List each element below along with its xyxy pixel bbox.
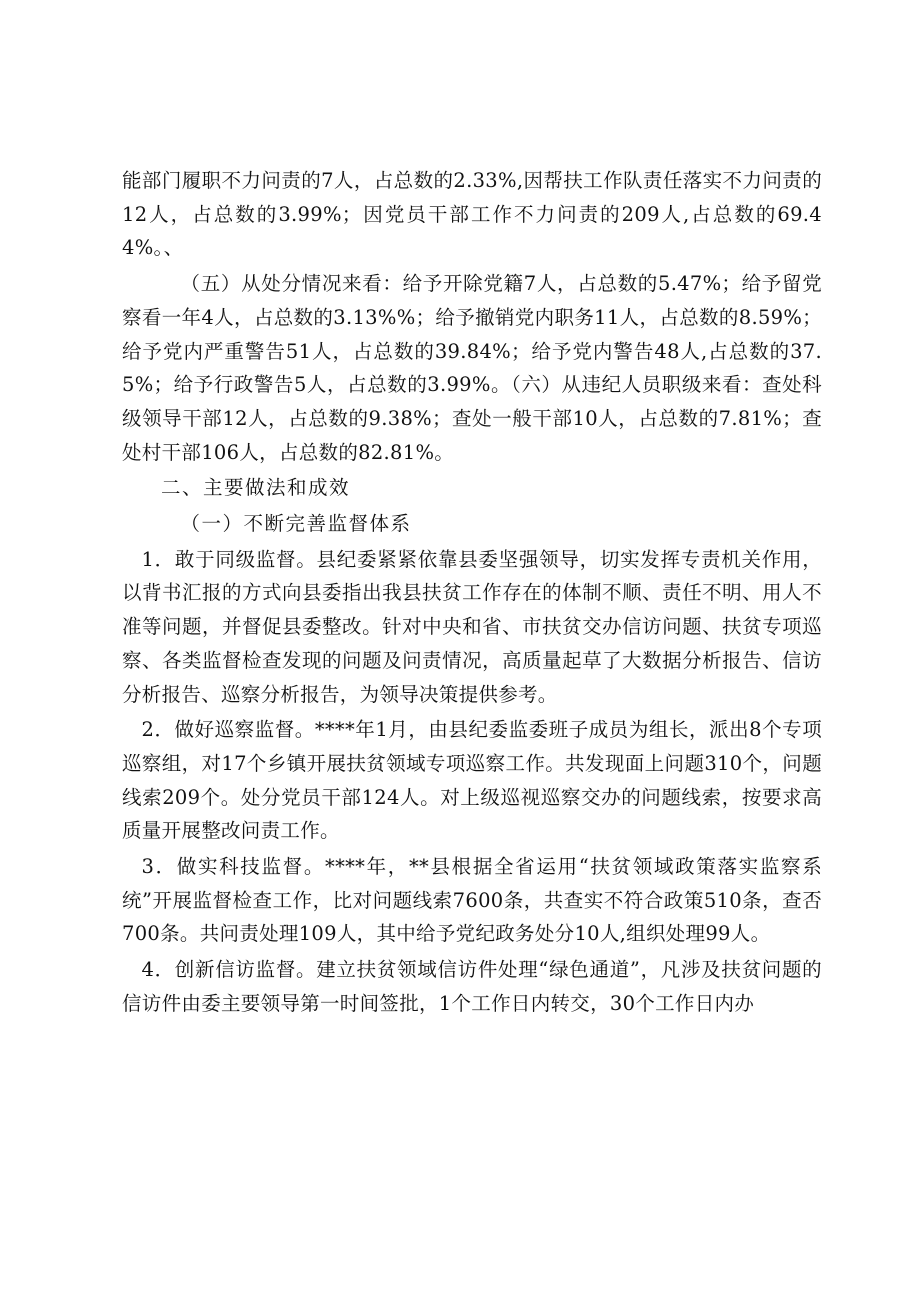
document-body — [122, 164, 822, 1023]
subsection-heading-supervision-system: （一）不断完善监督体系 — [180, 512, 412, 536]
paragraph-accountability-stats: 能部门履职不力问责的7人，占总数的2.33%,因帮扶工作队责任落实不力问责的12人，占总数的3.99%；因党员干部工作不力问责的209人,占总数的69.44%。、 — [122, 169, 822, 260]
paragraph-inspection-supervision: 2．做好巡察监督。****年1月，由县纪委监委班子成员为组长，派出8个专项巡察组，对17个乡镇开展扶贫领域专项巡察工作。共发现面上问题310个，问题线索209个。处分党员干部124人。对上级巡视巡察交办的问题线索，按要求高质量开展整改问责工作。 — [122, 718, 822, 843]
paragraph-petition-supervision: 4．创新信访监督。建立扶贫领域信访件处理“绿色通道”，凡涉及扶贫问题的信访件由委主要领导第一时间签批，1个工作日内转交，30个工作日内办 — [122, 958, 822, 1015]
paragraph-punishment-stats: （五）从处分情况来看：给予开除党籍7人，占总数的5.47%；给予留党察看一年4人，占总数的3.13%%；给予撤销党内职务11人，占总数的8.59%；给予党内严重警告51人，占总数的39.84%；给予党内警告48人,占总数的37.5%；给予行政警告5人，占总数的3.99%。（六）从违纪人员职级来看：查处科级领导干部12人，占总数的9.38%；查处一般干部10人，占总数的7.81%；查处村干部106人，占总数的82.81%。 — [122, 272, 822, 464]
paragraph-tech-supervision: 3．做实科技监督。****年，**县根据全省运用“扶贫领域政策落实监察系统”开展监督检查工作，比对问题线索7600条，共查实不符合政策510条，查否700条。共问责处理109人，其中给予党纪政务处分10人,组织处理99人。 — [122, 855, 822, 946]
section-heading-main-practices: 二、主要做法和成效 — [161, 476, 351, 500]
paragraph-peer-supervision: 1．敢于同级监督。县纪委紧紧依靠县委坚强领导，切实发挥专责机关作用，以背书汇报的方式向县委指出我县扶贫工作存在的体制不顺、责任不明、用人不准等问题，并督促县委整改。针对中央和省、市扶贫交办信访问题、扶贫专项巡察、各类监督检查发现的问题及问责情况，高质量起草了大数据分析报告、信访分析报告、巡察分析报告，为领导决策提供参考。 — [122, 547, 822, 706]
